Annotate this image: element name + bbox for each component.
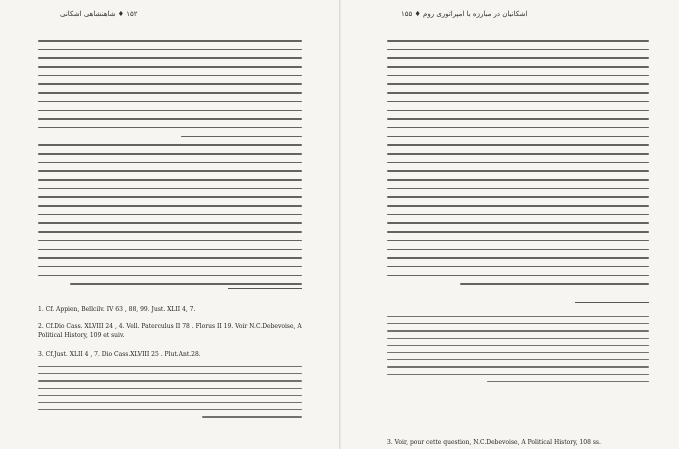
right-page-body xyxy=(387,40,649,292)
left-footnote-rule xyxy=(228,288,302,289)
right-footnote-persian xyxy=(387,316,649,388)
left-footnote-1: 1. Cf. Appien, Bellcilv. IV 63 , 88, 99. Just. XLII 4, 7. xyxy=(38,306,196,313)
left-page-body xyxy=(38,40,302,292)
left-page xyxy=(0,0,339,449)
right-page-header: اشکانیان در مبارزه با امپراتوری روم ♦ ۱۵۵ xyxy=(401,10,528,18)
left-footnote-3: 3. Cf.Just. XLII 4 , 7. Dio Cass.XLVIII 25 . Plut.Ant.28. xyxy=(38,351,201,358)
left-page-header: ۱۵۲ ♦ شاهنشاهی اشکانی xyxy=(60,10,138,18)
right-footnote-rule xyxy=(575,302,649,303)
right-page xyxy=(341,0,679,449)
right-footnote-3: 3. Voir, pour cette question, N.C.Debevoise, A Political History, 108 ss. xyxy=(387,439,601,446)
left-footnote-persian xyxy=(38,366,302,424)
left-footnote-2: 2. Cf.Dio Cass. XLVIII 24 , 4. Vell. Paterculus II 78 . Florus II 19. Voir N.C.Debevoise, A Political History, 109 et suiv. xyxy=(38,323,302,339)
